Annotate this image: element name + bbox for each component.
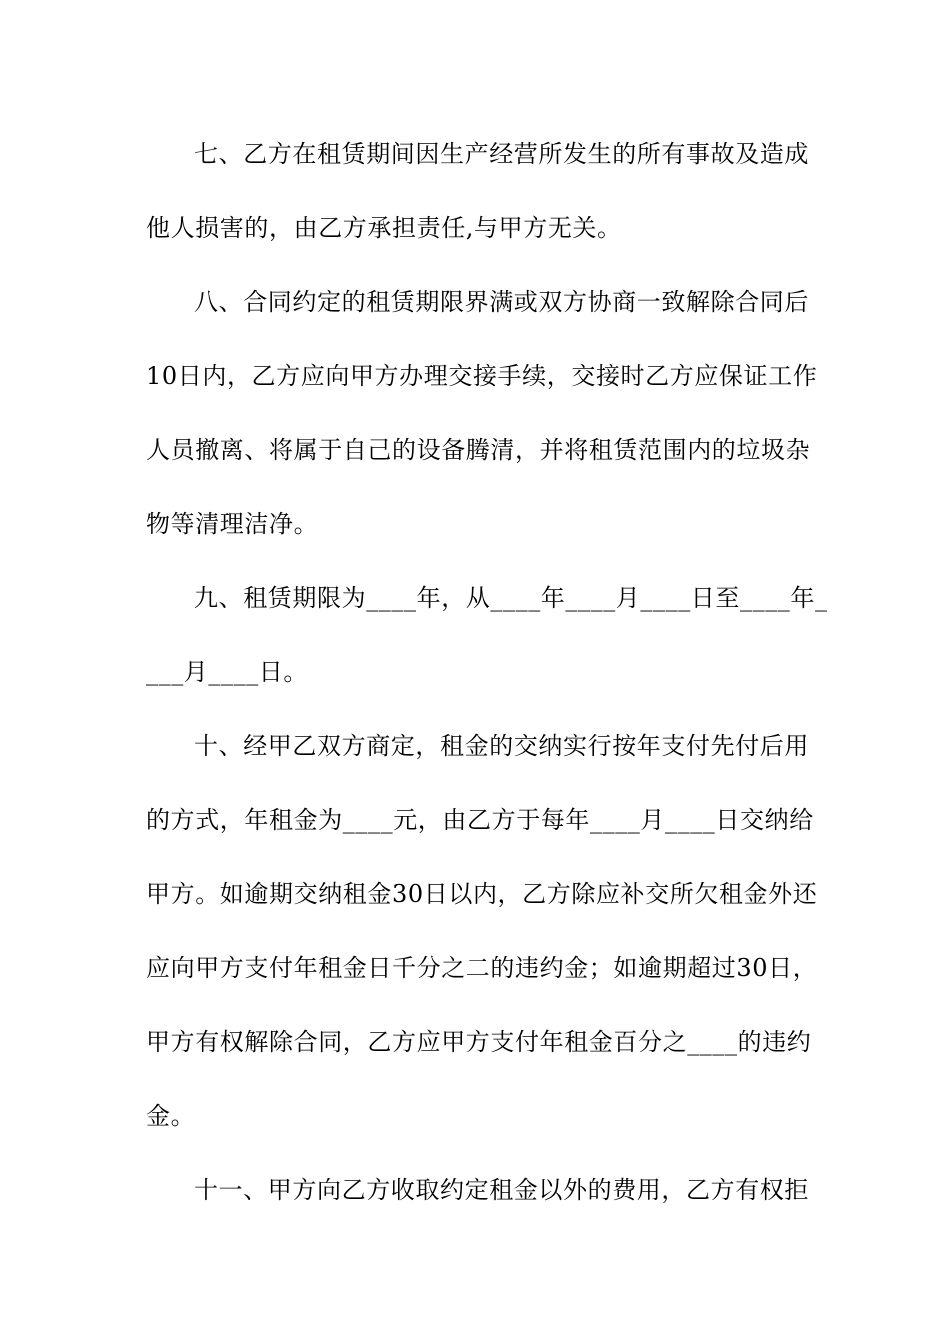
clause-10-line-1: 十、经甲乙双方商定，租金的交纳实行按年支付先付后用 <box>194 732 809 760</box>
clause-10-line-5: 甲方有权解除合同，乙方应甲方支付年租金百分之____的违约 <box>146 1028 812 1056</box>
clause-7-line-2: 他人损害的，由乙方承担责任,与甲方无关。 <box>146 214 622 242</box>
clause-10-line-3: 甲方。如逾期交纳租金30日以内，乙方除应补交所欠租金外还 <box>146 880 818 908</box>
clause-11-line-1: 十一、甲方向乙方收取约定租金以外的费用，乙方有权拒 <box>194 1176 809 1204</box>
clause-9-line-1: 九、租赁期限为____年，从____年____月____日至____年_ <box>194 584 828 612</box>
clause-9-line-2: ___月____日。 <box>146 658 308 686</box>
clause-8-line-1: 八、合同约定的租赁期限界满或双方协商一致解除合同后 <box>194 288 809 316</box>
clause-10-line-2: 的方式，年租金为____元，由乙方于每年____月____日交纳给 <box>146 806 814 834</box>
clause-10-line-6: 金。 <box>146 1102 196 1130</box>
clause-8-line-3: 人员撤离、将属于自己的设备腾清，并将租赁范围内的垃圾杂 <box>146 436 811 464</box>
clause-7-line-1: 七、乙方在租赁期间因生产经营所发生的所有事故及造成 <box>194 140 809 168</box>
clause-8-line-4: 物等清理洁净。 <box>146 510 319 538</box>
clause-10-line-4: 应向甲方支付年租金日千分之二的违约金；如逾期超过30日， <box>146 954 818 982</box>
clause-8-line-2: 10日内，乙方应向甲方办理交接手续，交接时乙方应保证工作 <box>146 362 818 390</box>
